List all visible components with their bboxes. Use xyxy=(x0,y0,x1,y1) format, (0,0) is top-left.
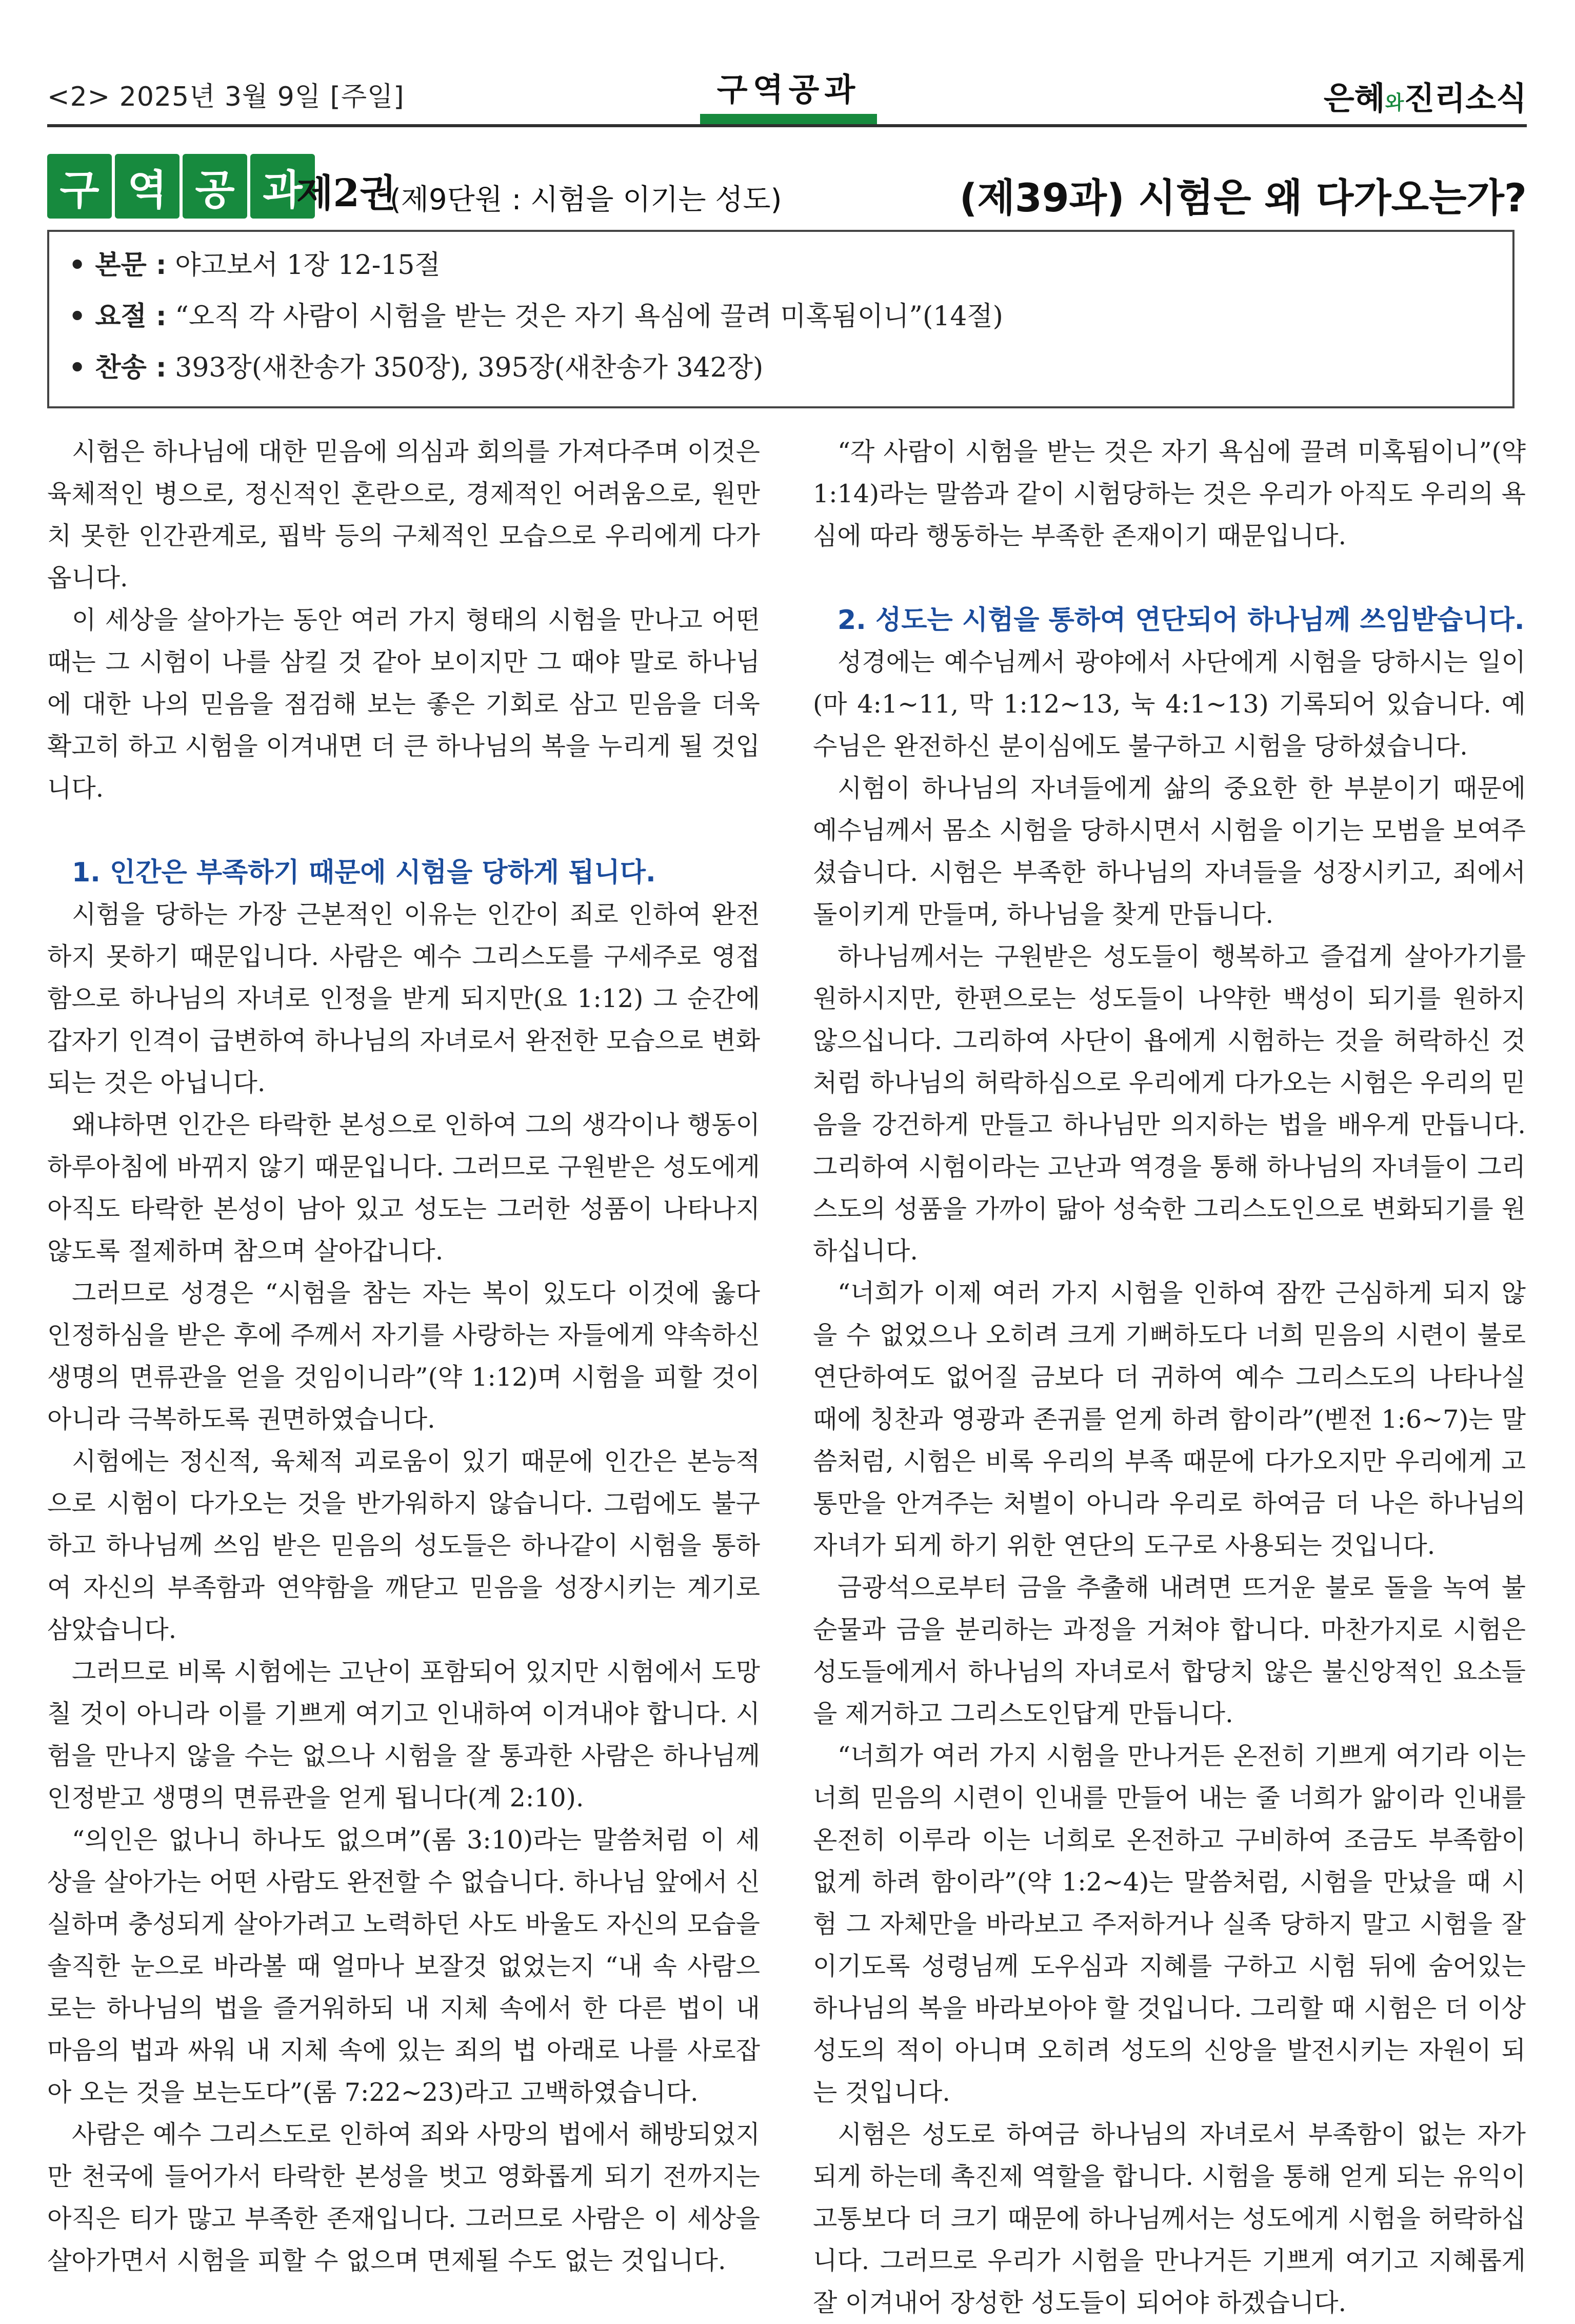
paragraph: 사람은 예수 그리스도로 인하여 죄와 사망의 법에서 해방되었지만 천국에 들어가서 타락한 본성을 벗고 영화롭게 되기 전까지는 아직은 티가 많고 부족한 존재입니다. 그러므로 사람은 이 세상을 살아가면서 시험을 피할 수 없으며 면제될 수도 없는 것입니다. xyxy=(47,2120,760,2275)
body-column-left xyxy=(47,431,760,2282)
paragraph: 왜냐하면 인간은 타락한 본성으로 인하여 그의 생각이나 행동이 하루아침에 바뀌지 않기 때문입니다. 그러므로 구원받은 성도에게 아직도 타락한 본성이 남아 있고 성도는 그러한 성품이 나타나지 않도록 절제하며 참으며 살아갑니다. xyxy=(47,1110,760,1266)
body-column-right xyxy=(813,431,1526,2324)
publication-name-part2: 진리소식 xyxy=(1404,80,1527,117)
publication-name xyxy=(1305,73,1527,119)
lesson-badge xyxy=(47,154,315,219)
lesson-badge-char: 역 xyxy=(115,154,180,219)
lesson-badge-char: 공 xyxy=(183,154,247,219)
info-hymn-label: • 찬송 : xyxy=(69,352,167,383)
paragraph: 시험은 성도로 하여금 하나님의 자녀로서 부족함이 없는 자가 되게 하는데 촉진제 역할을 합니다. 시험을 통해 얻게 되는 유익이 고통보다 더 크기 때문에 하나님께서는 성도에게 시험을 허락하십니다. 그러므로 우리가 시험을 만나거든 기쁘게 여기고 지혜롭게 잘 이겨내어 장성한 성도들이 되어야 하겠습니다. xyxy=(813,2120,1526,2317)
paragraph: 하나님께서는 구원받은 성도들이 행복하고 즐겁게 살아가기를 원하시지만, 한편으로는 성도들이 나약한 백성이 되기를 원하지 않으십니다. 그리하여 사단이 욥에게 시험하는 것을 허락하신 것처럼 하나님의 허락하심으로 우리에게 다가오는 시험은 우리의 믿음을 강건하게 만들고 하나님만 의지하는 법을 배우게 만듭니다. 그리하여 시험이라는 고난과 역경을 통해 하나님의 자녀들이 그리스도의 성품을 가까이 닮아 성숙한 그리스도인으로 변화되기를 원하십니다. xyxy=(813,942,1526,1266)
header-divider xyxy=(47,124,1527,127)
paragraph: 성경에는 예수님께서 광야에서 사단에게 시험을 당하시는 일이(마 4:1~11, 막 1:12~13, 눅 4:1~13) 기록되어 있습니다. 예수님은 완전하신 분이심에도 불구하고 시험을 당하셨습니다. xyxy=(813,647,1526,761)
info-scripture-label: • 본문 : xyxy=(69,250,167,281)
section-title: 구역공과 xyxy=(716,71,861,108)
page-date-header: <2> 2025년 3월 9일 [주일] xyxy=(47,82,405,112)
info-scripture-value: 야고보서 1장 12-15절 xyxy=(166,250,441,281)
lesson-unit: (제9단원 : 시험을 이기는 성도) xyxy=(390,183,782,216)
paragraph: 시험에는 정신적, 육체적 괴로움이 있기 때문에 인간은 본능적으로 시험이 다가오는 것을 반가워하지 않습니다. 그럼에도 불구하고 하나님께 쓰임 받은 믿음의 성도들은 하나같이 시험을 통하여 자신의 부족함과 연약함을 깨닫고 믿음을 성장시키는 계기로 삼았습니다. xyxy=(47,1447,760,1644)
lesson-badge-char: 과 xyxy=(250,154,315,219)
info-hymn-value: 393장(새찬송가 350장), 395장(새찬송가 342장) xyxy=(166,352,764,383)
paragraph: “의인은 없나니 하나도 없으며”(롬 3:10)라는 말씀처럼 이 세상을 살아가는 어떤 사람도 완전할 수 없습니다. 하나님 앞에서 신실하며 충성되게 살아가려고 노력하던 사도 바울도 자신의 모습을 솔직한 눈으로 바라볼 때 얼마나 보잘것 없었는지 “내 속 사람으로는 하나님의 법을 즐거워하되 내 지체 속에서 한 다른 법이 내 마음의 법과 싸워 내 지체 속에 있는 죄의 법 아래로 나를 사로잡아 오는 것을 보는도다”(롬 7:22~23)라고 고백하였습니다. xyxy=(47,1825,760,2107)
paragraph: 그러므로 성경은 “시험을 참는 자는 복이 있도다 이것에 옳다 인정하심을 받은 후에 주께서 자기를 사랑하는 자들에게 약속하신 생명의 면류관을 얻을 것임이니라”(약 1:12)며 시험을 피할 것이 아니라 극복하도록 권면하였습니다. xyxy=(47,1278,760,1434)
paragraph: “각 사람이 시험을 받는 것은 자기 욕심에 끌려 미혹됨이니”(약 1:14)라는 말씀과 같이 시험당하는 것은 우리가 아직도 우리의 욕심에 따라 행동하는 부족한 존재이기 때문입니다. xyxy=(813,437,1526,550)
paragraph: 시험이 하나님의 자녀들에게 삶의 중요한 한 부분이기 때문에 예수님께서 몸소 시험을 당하시면서 시험을 이기는 모범을 보여주셨습니다. 시험은 부족한 하나님의 자녀들을 성장시키고, 죄에서 돌이키게 만들며, 하나님을 찾게 만듭니다. xyxy=(813,774,1526,929)
paragraph: “너희가 여러 가지 시험을 만나거든 온전히 기쁘게 여기라 이는 너희 믿음의 시련이 인내를 만들어 내는 줄 너희가 앎이라 인내를 온전히 이루라 이는 너희로 온전하고 구비하여 조금도 부족함이 없게 하려 함이라”(약 1:2~4)는 말씀처럼, 시험을 만났을 때 시험 그 자체만을 바라보고 주저하거나 실족 당하지 말고 시험을 잘 이기도록 성령님께 도우심과 지혜를 구하고 시험 뒤에 숨어있는 하나님의 복을 바라보아야 할 것입니다. 그리할 때 시험은 더 이상 성도의 적이 아니며 오히려 성도의 신앙을 발전시키는 자원이 되는 것입니다. xyxy=(813,1741,1526,2107)
info-key-verse-label: • 요절 : xyxy=(69,301,167,332)
section-heading-1: 1. 인간은 부족하기 때문에 시험을 당하게 됩니다. xyxy=(72,857,656,888)
paragraph: 그러므로 비록 시험에는 고난이 포함되어 있지만 시험에서 도망칠 것이 아니라 이를 기쁘게 여기고 인내하여 이겨내야 합니다. 시험을 만나지 않을 수는 없으나 시험을 잘 통과한 사람은 하나님께 인정받고 생명의 면류관을 얻게 됩니다(계 2:10). xyxy=(47,1657,760,1813)
publication-name-conj: 와 xyxy=(1385,91,1404,114)
lesson-title: (제39과) 시험은 왜 다가오는가? xyxy=(959,175,1527,221)
paragraph: “너희가 이제 여러 가지 시험을 인하여 잠깐 근심하게 되지 않을 수 없었으나 오히려 크게 기뻐하도다 너희 믿음의 시련이 불로 연단하여도 없어질 금보다 더 귀하여 예수 그리스도의 나타나실 때에 칭찬과 영광과 존귀를 얻게 하려 함이라”(벧전 1:6~7)는 말씀처럼, 시험은 비록 우리의 부족 때문에 다가오지만 우리에게 고통만을 안겨주는 처벌이 아니라 우리로 하여금 더 나은 하나님의 자녀가 되게 하기 위한 연단의 도구로 사용되는 것입니다. xyxy=(813,1278,1526,1560)
paragraph: 금광석으로부터 금을 추출해 내려면 뜨거운 불로 돌을 녹여 불순물과 금을 분리하는 과정을 거쳐야 합니다. 마찬가지로 시험은 성도들에게서 하나님의 자녀로서 합당치 않은 불신앙적인 요소들을 제거하고 그리스도인답게 만듭니다. xyxy=(813,1573,1526,1728)
publication-name-part1: 은혜 xyxy=(1323,80,1385,117)
lesson-badge-char: 구 xyxy=(47,154,112,219)
info-key-verse xyxy=(69,294,1003,333)
paragraph: 시험은 하나님에 대한 믿음에 의심과 회의를 가져다주며 이것은 육체적인 병으로, 정신적인 혼란으로, 경제적인 어려움으로, 원만치 못한 인간관계로, 핍박 등의 구체적인 모습으로 우리에게 다가옵니다. xyxy=(47,437,760,593)
section-heading-2: 2. 성도는 시험을 통하여 연단되어 하나님께 쓰임받습니다. xyxy=(838,605,1525,636)
paragraph: 이 세상을 살아가는 동안 여러 가지 형태의 시험을 만나고 어떤 때는 그 시험이 나를 삼킬 것 같아 보이지만 그 때야 말로 하나님에 대한 나의 믿음을 점검해 보는 좋은 기회로 삼고 믿음을 더욱 확고히 하고 시험을 이겨내면 더 큰 하나님의 복을 누리게 될 것입니다. xyxy=(47,605,760,803)
lesson-volume: 제2권 xyxy=(296,171,396,215)
info-key-verse-value: “오직 각 사람이 시험을 받는 것은 자기 욕심에 끌려 미혹됨이니”(14절) xyxy=(166,301,1003,332)
lesson-info-box xyxy=(47,230,1514,408)
info-scripture xyxy=(69,243,441,282)
info-hymn xyxy=(69,346,763,384)
paragraph: 시험을 당하는 가장 근본적인 이유는 인간이 죄로 인하여 완전하지 못하기 때문입니다. 사람은 예수 그리스도를 구세주로 영접함으로 하나님의 자녀로 인정을 받게 되지만(요 1:12) 그 순간에 갑자기 인격이 급변하여 하나님의 자녀로서 완전한 모습으로 변화되는 것은 아닙니다. xyxy=(47,900,760,1097)
